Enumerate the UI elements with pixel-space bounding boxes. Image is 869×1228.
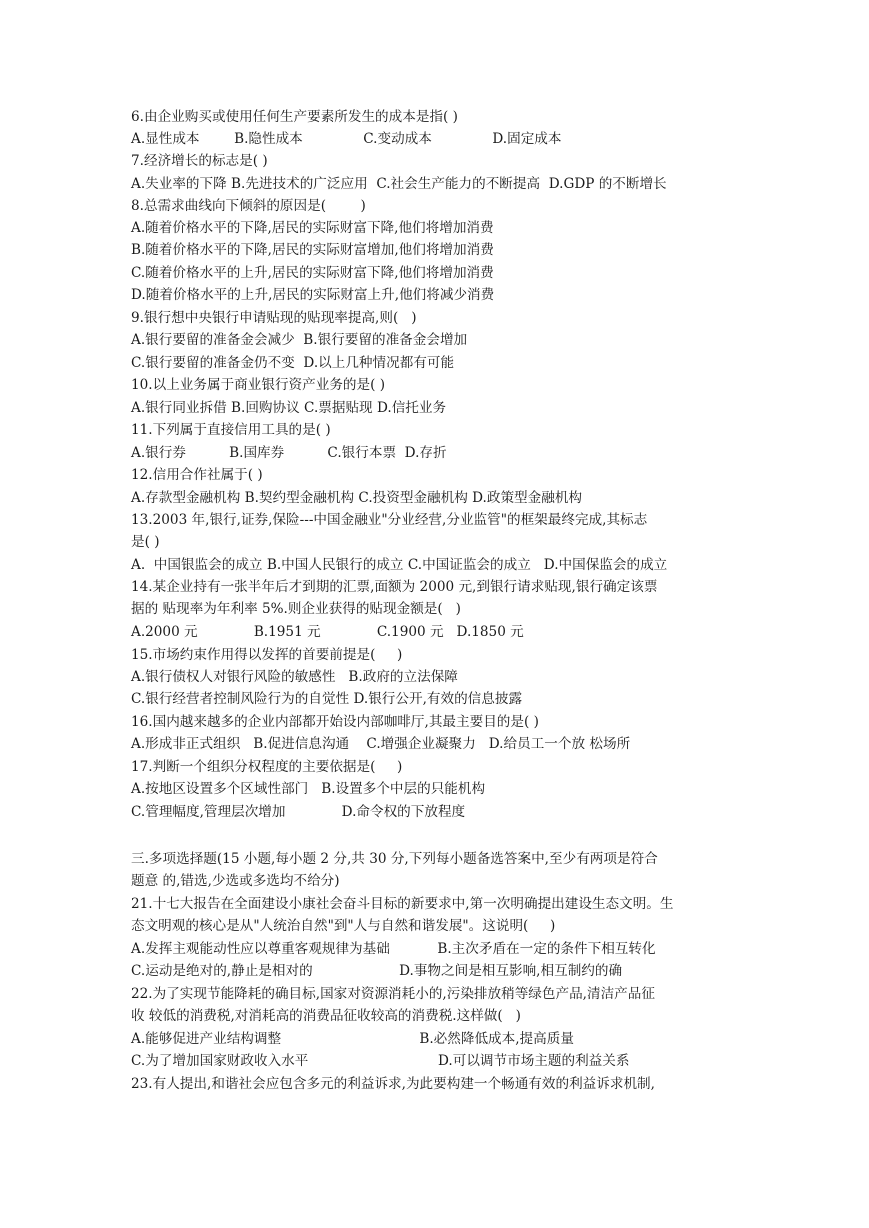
text-line: A.银行要留的准备金会减少 B.银行要留的准备金会增加 — [131, 332, 468, 348]
text-line: A.发挥主观能动性应以尊重客观规律为基础 B.主次矛盾在一定的条件下相互转化 — [131, 941, 656, 957]
text-line: 10.以上业务属于商业银行资产业务的是( ) — [131, 377, 386, 393]
text-line: A.银行同业拆借 B.回购协议 C.票据贴现 D.信托业务 — [131, 400, 447, 416]
text-line: A.银行债权人对银行风险的敏感性 B.政府的立法保障 — [131, 669, 458, 685]
text-line: 7.经济增长的标志是( ) — [131, 153, 268, 169]
text-line: 8.总需求曲线向下倾斜的原因是( ) — [131, 198, 366, 214]
text-line: A.能够促进产业结构调整 B.必然降低成本,提高质量 — [131, 1031, 574, 1047]
text-line: 23.有人提出,和谐社会应包含多元的利益诉求,为此要构建一个畅通有效的利益诉求机制, — [131, 1076, 655, 1092]
text-line: 是( ) — [131, 534, 160, 550]
text-line: 据的 贴现率为年利率 5%.则企业获得的贴现金额是( ) — [131, 601, 461, 617]
text-line: 14.某企业持有一张半年后才到期的汇票,面额为 2000 元,到银行请求贴现,银行确定该票 — [131, 579, 658, 595]
text-line: 12.信用合作社属于( ) — [131, 467, 263, 483]
text-line: D.随着价格水平的上升,居民的实际财富上升,他们将减少消费 — [131, 287, 495, 303]
text-line: A.失业率的下降 B.先进技术的广泛应用 C.社会生产能力的不断提高 D.GDP 的不断增长 — [131, 176, 667, 192]
text-line: 三.多项选择题(15 小题,每小题 2 分,共 30 分,下列每小题备选答案中,至少有两项是符合 — [131, 851, 658, 867]
text-line: A. 中国银监会的成立 B.中国人民银行的成立 C.中国证监会的成立 D.中国保监会的成立 — [131, 557, 668, 573]
text-line: C.银行经营者控制风险行为的自觉性 D.银行公开,有效的信息披露 — [131, 691, 523, 707]
text-line: C.随着价格水平的上升,居民的实际财富下降,他们将增加消费 — [131, 265, 494, 281]
text-line: C.管理幅度,管理层次增加 D.命令权的下放程度 — [131, 804, 466, 820]
text-line: B.随着价格水平的下降,居民的实际财富增加,他们将增加消费 — [131, 242, 494, 258]
text-line: 态文明观的核心是从"人统治自然"到"人与自然和谐发展"。这说明( ) — [131, 918, 556, 934]
text-line: 17.判断一个组织分权程度的主要依据是( ) — [131, 759, 403, 775]
text-line: 21.十七大报告在全面建设小康社会奋斗目标的新要求中,第一次明确提出建设生态文明。生 — [131, 896, 674, 912]
text-line: A.随着价格水平的下降,居民的实际财富下降,他们将增加消费 — [131, 220, 494, 236]
text-line: A.存款型金融机构 B.契约型金融机构 C.投资型金融机构 D.政策型金融机构 — [131, 490, 583, 506]
text-line: 15.市场约束作用得以发挥的首要前提是( ) — [131, 647, 403, 663]
text-line: 22.为了实现节能降耗的确目标,国家对资源消耗小的,污染排放稍等绿色产品,清洁产品征 — [131, 986, 655, 1002]
text-line: 6.由企业购买或使用任何生产要素所发生的成本是指( ) — [131, 109, 458, 125]
text-line: A.银行券 B.国库券 C.银行本票 D.存折 — [131, 445, 447, 461]
text-line: C.银行要留的准备金仍不变 D.以上几种情况都有可能 — [131, 355, 455, 371]
text-line: 收 较低的消费税,对消耗高的消费品征收较高的消费税.这样做( ) — [131, 1008, 521, 1024]
text-line: 题意 的,错选,少选或多选均不给分) — [131, 873, 340, 889]
text-line: 13.2003 年,银行,证券,保险---中国金融业"分业经营,分业监管"的框架最终完成,其标志 — [131, 512, 648, 528]
text-line: C.运动是绝对的,静止是相对的 D.事物之间是相互影响,相互制约的确 — [131, 963, 623, 979]
text-line: C.为了增加国家财政收入水平 D.可以调节市场主题的利益关系 — [131, 1053, 630, 1069]
text-line: 11.下列属于直接信用工具的是( ) — [131, 422, 331, 438]
text-line: A.按地区设置多个区域性部门 B.设置多个中层的只能机构 — [131, 781, 486, 797]
text-line: 16.国内越来越多的企业内部都开始设内部咖啡厅,其最主要目的是( ) — [131, 714, 539, 730]
text-line: A.显性成本 B.隐性成本 C.变动成本 D.固定成本 — [131, 131, 562, 147]
text-line: A.形成非正式组织 B.促进信息沟通 C.增强企业凝聚力 D.给员工一个放 松场所 — [131, 736, 631, 752]
text-line: A.2000 元 B.1951 元 C.1900 元 D.1850 元 — [131, 624, 524, 640]
text-line: 9.银行想中央银行申请贴现的贴现率提高,则( ) — [131, 310, 417, 326]
